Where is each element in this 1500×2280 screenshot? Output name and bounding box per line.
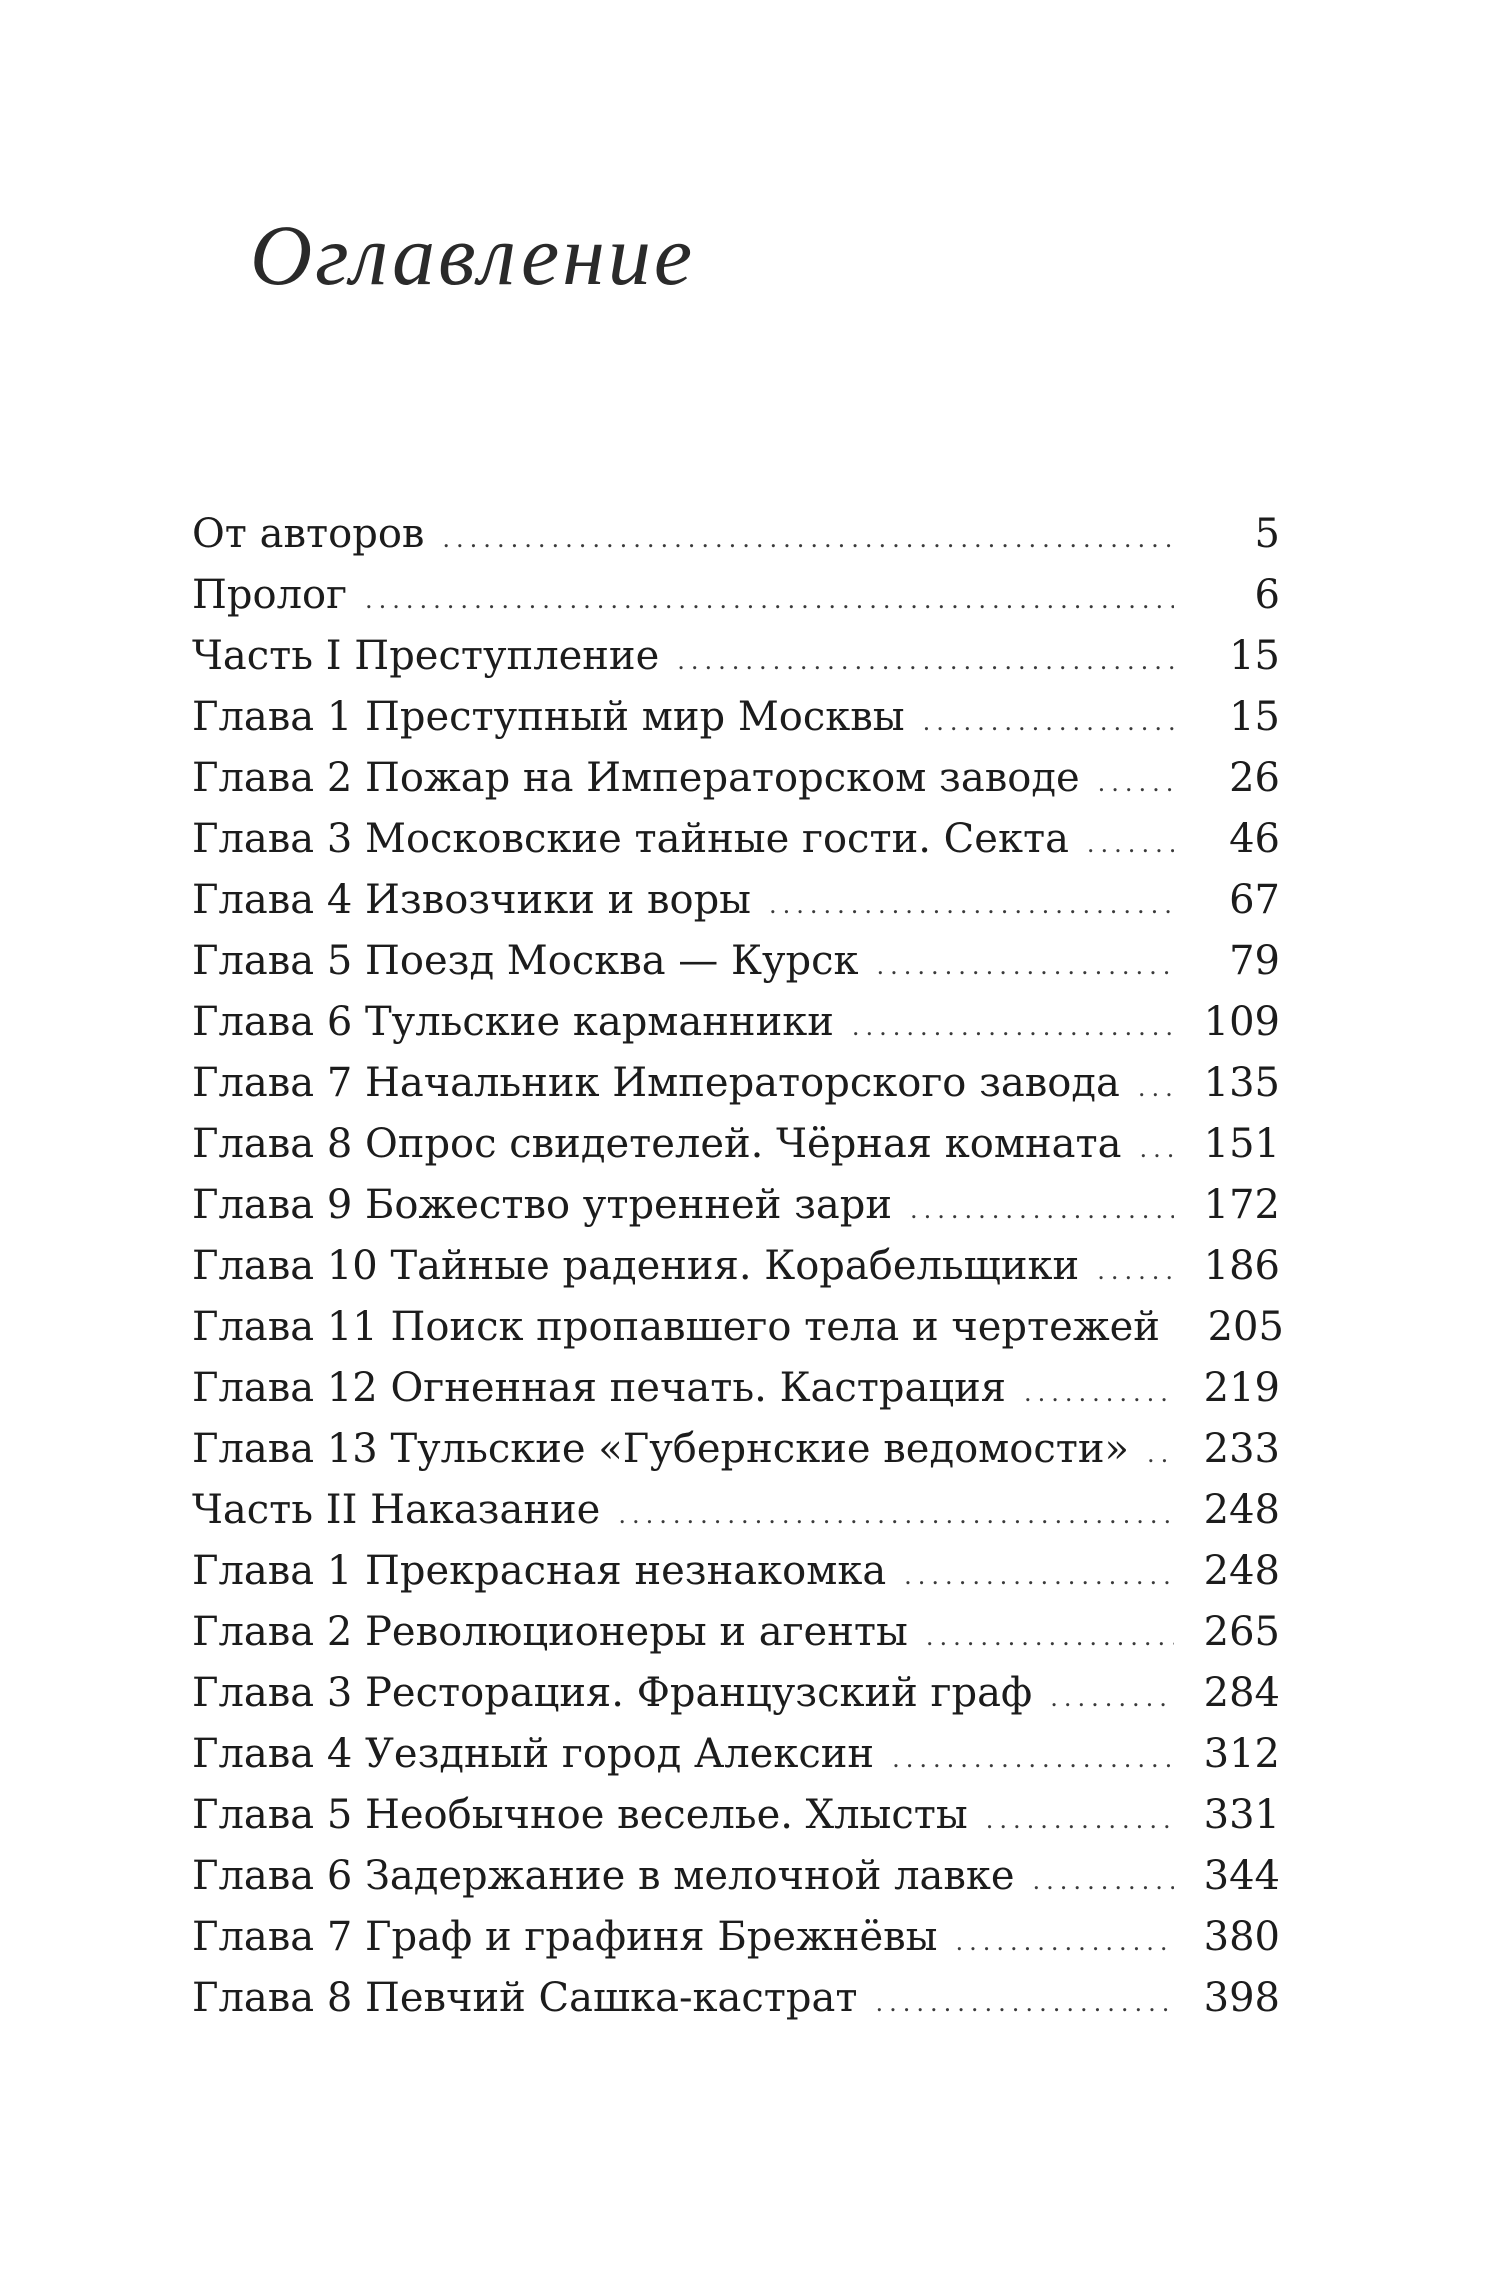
toc-entry bbox=[192, 1907, 1280, 1968]
toc-entry bbox=[192, 1053, 1280, 1114]
toc-entry-page: 344 bbox=[1203, 1853, 1280, 1899]
toc-entry-label: Глава 5 Поезд Москва — Курск bbox=[192, 938, 859, 984]
toc-entry bbox=[192, 1968, 1280, 2029]
toc-entry-label: Пролог bbox=[192, 572, 348, 618]
toc-entry bbox=[192, 504, 1280, 565]
dot-leader bbox=[904, 1546, 1174, 1607]
toc-entry-page: 265 bbox=[1203, 1609, 1280, 1655]
toc-entry-page: 398 bbox=[1203, 1975, 1280, 2021]
toc-entry bbox=[192, 1297, 1284, 1358]
dot-leader bbox=[1024, 1363, 1174, 1424]
dot-leader bbox=[877, 936, 1174, 997]
toc-entry bbox=[192, 1602, 1280, 1663]
dot-leader bbox=[1138, 1058, 1174, 1119]
toc-entry-label: Глава 13 Тульские «Губернские ведомости» bbox=[192, 1426, 1130, 1472]
dot-leader bbox=[618, 1485, 1174, 1546]
toc-entry-page: 248 bbox=[1203, 1487, 1280, 1533]
toc-title: Оглавление bbox=[250, 207, 696, 303]
toc-entry-page: 151 bbox=[1203, 1121, 1280, 1167]
toc-entry-label: Глава 1 Прекрасная незнакомка bbox=[192, 1548, 887, 1594]
toc-entry-page: 6 bbox=[1254, 572, 1280, 618]
toc-entry-page: 205 bbox=[1207, 1304, 1284, 1350]
toc-entry bbox=[192, 1541, 1280, 1602]
toc-entry-label: Глава 2 Революционеры и агенты bbox=[192, 1609, 908, 1655]
toc-entry-page: 186 bbox=[1203, 1243, 1280, 1289]
toc-entry bbox=[192, 1663, 1280, 1724]
toc-entry-page: 135 bbox=[1203, 1060, 1280, 1106]
toc-entry-label: Глава 12 Огненная печать. Кастрация bbox=[192, 1365, 1007, 1411]
toc-entry-label: Глава 8 Певчий Сашка-кастрат bbox=[192, 1975, 858, 2021]
toc-entry-label: Часть I Преступление bbox=[192, 633, 660, 679]
toc-entry-page: 380 bbox=[1203, 1914, 1280, 1960]
toc-entry-label: Глава 5 Необычное веселье. Хлысты bbox=[192, 1792, 968, 1838]
toc-entry-label: Глава 3 Московские тайные гости. Секта bbox=[192, 816, 1069, 862]
dot-leader bbox=[926, 1607, 1174, 1668]
toc-entry-label: Глава 6 Задержание в мелочной лавке bbox=[192, 1853, 1015, 1899]
dot-leader bbox=[910, 1180, 1174, 1241]
toc-entry bbox=[192, 809, 1280, 870]
toc-entry-page: 109 bbox=[1203, 999, 1280, 1045]
toc-entry-page: 15 bbox=[1229, 694, 1280, 740]
toc-entry bbox=[192, 1785, 1280, 1846]
toc-entry bbox=[192, 1114, 1280, 1175]
toc-entry-label: Глава 6 Тульские карманники bbox=[192, 999, 834, 1045]
toc-entry-label: От авторов bbox=[192, 511, 425, 557]
dot-leader bbox=[1147, 1424, 1174, 1485]
dot-leader bbox=[365, 570, 1174, 631]
dot-leader bbox=[852, 997, 1174, 1058]
toc-list bbox=[192, 504, 1284, 2029]
dot-leader bbox=[677, 631, 1174, 692]
dot-leader bbox=[1139, 1119, 1174, 1180]
toc-entry bbox=[192, 687, 1280, 748]
dot-leader bbox=[1050, 1668, 1174, 1729]
toc-entry bbox=[192, 870, 1280, 931]
toc-entry-label: Глава 2 Пожар на Императорском заводе bbox=[192, 755, 1080, 801]
toc-entry bbox=[192, 931, 1280, 992]
toc-entry-page: 67 bbox=[1229, 877, 1280, 923]
dot-leader bbox=[923, 692, 1174, 753]
toc-entry bbox=[192, 1175, 1280, 1236]
toc-entry-label: Глава 4 Извозчики и воры bbox=[192, 877, 752, 923]
toc-entry-label: Глава 7 Граф и графиня Брежнёвы bbox=[192, 1914, 938, 1960]
dot-leader bbox=[955, 1912, 1174, 1973]
dot-leader bbox=[986, 1790, 1174, 1851]
toc-entry-page: 79 bbox=[1229, 938, 1280, 984]
toc-entry bbox=[192, 748, 1280, 809]
toc-entry-page: 248 bbox=[1203, 1548, 1280, 1594]
toc-entry-page: 312 bbox=[1203, 1731, 1280, 1777]
toc-entry-label: Часть II Наказание bbox=[192, 1487, 601, 1533]
dot-leader bbox=[1098, 753, 1174, 814]
toc-entry-label: Глава 11 Поиск пропавшего тела и чертежей bbox=[192, 1304, 1160, 1350]
toc-entry bbox=[192, 1358, 1280, 1419]
toc-entry-label: Глава 3 Ресторация. Французский граф bbox=[192, 1670, 1033, 1716]
toc-entry-page: 15 bbox=[1229, 633, 1280, 679]
toc-entry-page: 284 bbox=[1203, 1670, 1280, 1716]
dot-leader bbox=[1087, 814, 1174, 875]
toc-entry-page: 331 bbox=[1203, 1792, 1280, 1838]
toc-entry-page: 46 bbox=[1229, 816, 1280, 862]
toc-entry bbox=[192, 626, 1280, 687]
toc-entry bbox=[192, 1846, 1280, 1907]
toc-entry-label: Глава 10 Тайные радения. Корабельщики bbox=[192, 1243, 1080, 1289]
dot-leader bbox=[1097, 1241, 1174, 1302]
dot-leader bbox=[876, 1973, 1174, 2034]
dot-leader bbox=[1033, 1851, 1174, 1912]
dot-leader bbox=[769, 875, 1174, 936]
toc-entry bbox=[192, 1724, 1280, 1785]
toc-entry bbox=[192, 565, 1280, 626]
toc-entry-page: 26 bbox=[1229, 755, 1280, 801]
toc-entry-page: 5 bbox=[1254, 511, 1280, 557]
toc-entry-label: Глава 8 Опрос свидетелей. Чёрная комната bbox=[192, 1121, 1122, 1167]
toc-entry bbox=[192, 1236, 1280, 1297]
toc-entry-label: Глава 1 Преступный мир Москвы bbox=[192, 694, 905, 740]
toc-entry-page: 172 bbox=[1203, 1182, 1280, 1228]
toc-entry-page: 233 bbox=[1203, 1426, 1280, 1472]
toc-entry-page: 219 bbox=[1203, 1365, 1280, 1411]
dot-leader bbox=[442, 509, 1174, 570]
toc-entry bbox=[192, 1419, 1280, 1480]
toc-entry bbox=[192, 1480, 1280, 1541]
toc-entry-label: Глава 7 Начальник Императорского завода bbox=[192, 1060, 1120, 1106]
toc-entry-label: Глава 4 Уездный город Алексин bbox=[192, 1731, 875, 1777]
dot-leader bbox=[892, 1729, 1174, 1790]
toc-entry-label: Глава 9 Божество утренней зари bbox=[192, 1182, 893, 1228]
toc-entry bbox=[192, 992, 1280, 1053]
